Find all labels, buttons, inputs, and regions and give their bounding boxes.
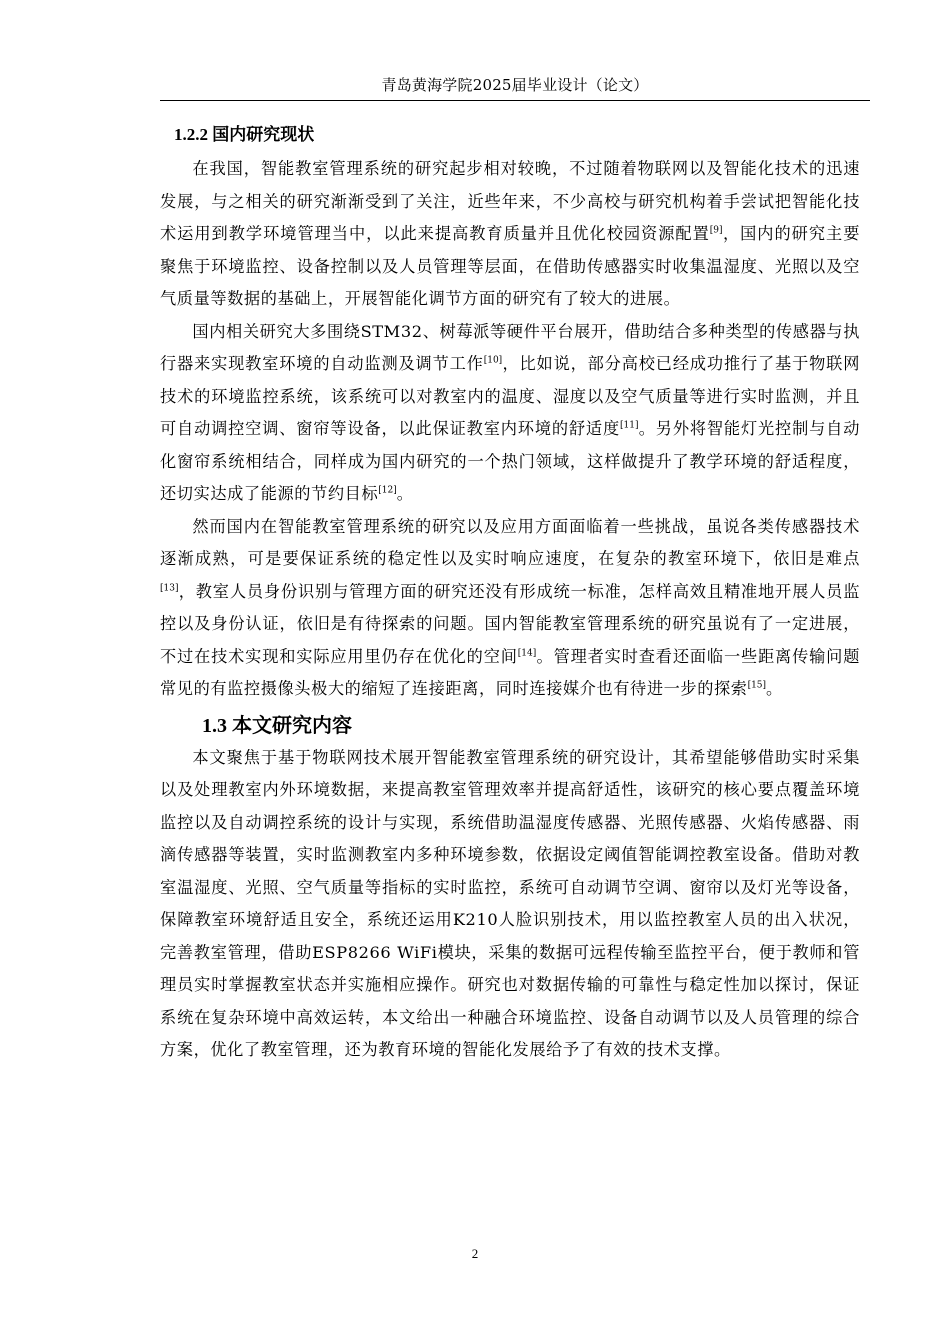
page-content xyxy=(160,120,860,1067)
section-heading-1-2-2: 1.2.2 国内研究现状 xyxy=(174,125,315,144)
paragraph-text: 。 xyxy=(396,484,414,503)
paragraph-text: 然而国内在智能教室管理系统的研究以及应用方面面临着一些挑战，虽说各类传感器技术逐渐成熟，可是要保证系统的稳定性以及实时响应速度，在复杂的教室环境下，依旧是难点 xyxy=(160,516,860,568)
citation-ref: [12] xyxy=(378,485,397,496)
paragraph-domestic-3 xyxy=(160,511,860,706)
citation-ref: [10] xyxy=(483,355,503,366)
header-title: 青岛黄海学院2025届毕业设计（论文） xyxy=(381,76,649,94)
paragraph-domestic-1 xyxy=(160,153,860,316)
paragraph-text: 国内相关研究大多围绕STM32、树莓派等硬件平台展开，借助结合多种类型的传感器与执行器来实现教室环境的自动监测及调节工作 xyxy=(160,321,860,373)
citation-ref: [14] xyxy=(517,648,537,659)
paragraph-domestic-2 xyxy=(160,316,860,511)
citation-ref: [15] xyxy=(747,680,767,691)
citation-ref: [11] xyxy=(620,420,639,431)
paragraph-text: 。另外将智能灯光控制与自动化窗帘系统相结合，同样成为国内研究的一个热门领域，这样做提升了教学环境的舒适程度，还切实达成了能源的节约目标 xyxy=(160,419,860,503)
section-heading-1-3: 1.3 本文研究内容 xyxy=(202,714,352,737)
citation-ref: [13] xyxy=(160,583,179,594)
page-number: 2 xyxy=(471,1246,479,1261)
paragraph-text: ，国内的研究主要聚焦于环境监控、设备控制以及人员管理等层面，在借助传感器实时收集温湿度、光照以及空气质量等数据的基础上，开展智能化调节方面的研究有了较大的进展。 xyxy=(160,224,860,308)
paragraph-research-content: 本文聚焦于基于物联网技术展开智能教室管理系统的研究设计，其希望能够借助实时采集以及处理教室内外环境数据，来提高教室管理效率并提高舒适性，该研究的核心要点覆盖环境监控以及自动调控系统的设计与实现，系统借助温湿度传感器、光照传感器、火焰传感器、雨滴传感器等装置，实时监测教室内多种环境参数，依据设定阈值智能调控教室设备。借助对教室温湿度、光照、空气质量等指标的实时监控，系统可自动调节空调、窗帘以及灯光等设备，保障教室环境舒适且安全，系统还运用K210人脸识别技术，用以监控教室人员的出入状况，完善教室管理，借助ESP8266 WiFi模块，采集的数据可远程传输至监控平台，便于教师和管理员实时掌握教室状态并实施相应操作。研究也对数据传输的可靠性与稳定性加以探讨，保证系统在复杂环境中高效运转，本文给出一种融合环境监控、设备自动调节以及人员管理的综合方案，优化了教室管理，还为教育环境的智能化发展给予了有效的技术支撑。 xyxy=(160,747,860,1059)
paragraph-text: 在我国，智能教室管理系统的研究起步相对较晚，不过随着物联网以及智能化技术的迅速发展，与之相关的研究渐渐受到了关注，近些年来，不少高校与研究机构着手尝试把智能化技术运用到教学环境管理当中，以此来提高教育质量并且优化校园资源配置 xyxy=(160,159,860,243)
citation-ref: [9] xyxy=(709,225,723,236)
paragraph-text: ，教室人员身份识别与管理方面的研究还没有形成统一标准，怎样高效且精准地开展人员监控以及身份认证，依旧是有待探索的问题。国内智能教室管理系统的研究虽说有了一定进展，不过在技术实现和实际应用里仍存在优化的空间 xyxy=(160,581,860,666)
paragraph-text: ，比如说，部分高校已经成功推行了基于物联网技术的环境监控系统，该系统可以对教室内的温度、湿度以及空气质量等进行实时监测，并且可自动调控空调、窗帘等设备，以此保证教室内环境的舒适度 xyxy=(160,354,860,438)
paragraph-text: 。管理者实时查看还面临一些距离传输问题常见的有监控摄像头极大的缩短了连接距离，同时连接媒介也有待进一步的探索 xyxy=(160,646,860,698)
paragraph-text: 。 xyxy=(766,679,783,698)
page-header xyxy=(160,68,870,101)
